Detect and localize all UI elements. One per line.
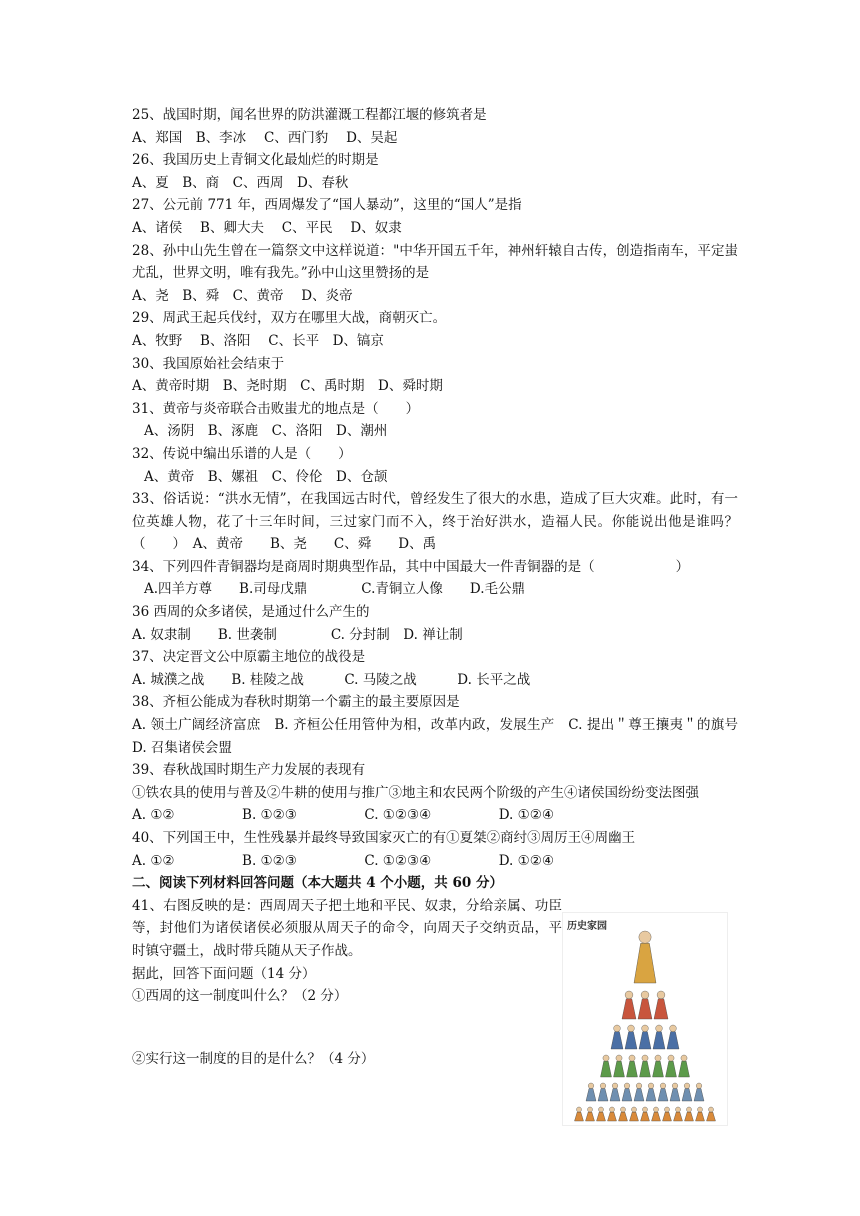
figure-person-scholars <box>640 1055 651 1077</box>
question-39: 39、春秋战国时期生产力发展的表现有 <box>132 762 366 779</box>
figure-person-ministers <box>639 1025 651 1049</box>
feudal-pyramid-figure <box>562 912 728 1126</box>
figure-person-slaves <box>674 1107 683 1121</box>
options-40: A. ①② B. ①②③ C. ①②③④ D. ①②④ <box>132 852 554 869</box>
figure-person-commoners <box>586 1083 596 1101</box>
figure-person-ministers <box>667 1025 679 1049</box>
figure-person-commoners <box>634 1083 644 1101</box>
figure-title: 历史家园 <box>567 921 607 932</box>
options-25: A、郑国 B、李冰 C、西门豹 D、吴起 <box>132 129 398 146</box>
figure-person-slaves <box>575 1107 584 1121</box>
figure-person-commoners <box>598 1083 608 1101</box>
figure-person-ministers <box>653 1025 665 1049</box>
figure-person-slaves <box>652 1107 661 1121</box>
figure-person-commoners <box>610 1083 620 1101</box>
question-28: 28、孙中山先生曾在一篇祭文中这样说道："中华开国五千年，神州轩辕自古传，创造指南车，平定蚩尤乱，世界文明，唯有我先。”孙中山这里赞扬的是 <box>132 242 738 282</box>
figure-person-slaves <box>707 1107 716 1121</box>
options-37: A. 城濮之战 B. 桂陵之战 C. 马陵之战 D. 长平之战 <box>132 671 531 688</box>
question-26: 26、我国历史上青铜文化最灿烂的时期是 <box>132 152 379 169</box>
question-40: 40、下列国王中，生性残暴并最终导致国家灭亡的有①夏桀②商纣③周厉王④周幽王 <box>132 830 636 846</box>
figure-person-commoners <box>694 1083 704 1101</box>
figure-person-scholars <box>614 1055 625 1077</box>
figure-person-commoners <box>646 1083 656 1101</box>
figure-person-slaves <box>619 1107 628 1121</box>
figure-person-commoners <box>622 1083 632 1101</box>
figure-person-commoners <box>658 1083 668 1101</box>
figure-person-scholars <box>627 1055 638 1077</box>
question-32: 32、传说中编出乐谱的人是（ ） <box>132 445 352 462</box>
question-36: 36 西周的众多诸侯，是通过什么产生的 <box>132 604 370 621</box>
question-34: 34、下列四件青铜器均是商周时期典型作品，其中中国最大一件青铜器的是（ ） <box>132 558 690 575</box>
options-26: A、夏 B、商 C、西周 D、春秋 <box>132 174 349 191</box>
figure-person-nobles <box>622 991 636 1019</box>
question-27: 27、公元前 771 年，西周爆发了“国人暴动”，这里的“国人”是指 <box>132 197 522 214</box>
figure-person-slaves <box>641 1107 650 1121</box>
figure-person-scholars <box>666 1055 677 1077</box>
options-39: A. ①② B. ①②③ C. ①②③④ D. ①②④ <box>132 807 554 824</box>
figure-person-slaves <box>685 1107 694 1121</box>
pyramid-graphic <box>563 913 727 1125</box>
options-36: A. 奴隶制 B. 世袭制 C. 分封制 D. 禅让制 <box>132 626 463 643</box>
question-25: 25、战国时期，闻名世界的防洪灌溉工程都江堰的修筑者是 <box>132 107 487 123</box>
figure-person-slaves <box>597 1107 606 1121</box>
options-28: A、尧 B、舜 C、黄帝 D、炎帝 <box>132 287 353 304</box>
question-41-sub2: ②实行这一制度的目的是什么？（4 分） <box>132 1050 375 1067</box>
section-two-heading: 二、阅读下列材料回答问题（本大题共 4 个小题，共 60 分） <box>132 875 503 892</box>
options-29: A、牧野 B、洛阳 C、长平 D、镐京 <box>132 332 384 349</box>
figure-person-nobles <box>638 991 652 1019</box>
figure-person-commoners <box>682 1083 692 1101</box>
options-30: A、黄帝时期 B、尧时期 C、禹时期 D、舜时期 <box>132 378 443 395</box>
question-33: 33、俗话说：“洪水无情”，在我国远古时代，曾经发生了很大的水患，造成了巨大灾难。此时，有一位英雄人物，花了十三年时间，三过家门而不入，终于治好洪水，造福人民。你能说出他是谁吗？（ ） A、黄帝 B、尧 C、舜 D、禹 <box>132 491 738 553</box>
figure-person-nobles <box>654 991 668 1019</box>
question-37: 37、决定晋文公中原霸主地位的战役是 <box>132 649 366 666</box>
figure-person-slaves <box>696 1107 705 1121</box>
statements-39: ①铁农具的使用与普及②牛耕的使用与推广③地主和农民两个阶级的产生④诸侯国纷纷变法图强 <box>132 784 699 801</box>
figure-person-king <box>634 931 656 983</box>
figure-person-slaves <box>586 1107 595 1121</box>
figure-person-ministers <box>625 1025 637 1049</box>
figure-person-scholars <box>653 1055 664 1077</box>
question-41-prompt: 据此，回答下面问题（14 分） <box>132 965 316 982</box>
figure-person-slaves <box>663 1107 672 1121</box>
figure-person-ministers <box>611 1025 623 1049</box>
options-31: A、汤阴 B、涿鹿 C、洛阳 D、潮州 <box>144 423 388 440</box>
figure-person-commoners <box>670 1083 680 1101</box>
figure-person-scholars <box>679 1055 690 1077</box>
question-31: 31、黄帝与炎帝联合击败蚩尤的地点是（ ） <box>132 400 420 417</box>
figure-person-scholars <box>601 1055 612 1077</box>
figure-person-slaves <box>608 1107 617 1121</box>
options-38: A. 领土广阔经济富庶 B. 齐桓公任用管仲为相，改革内政，发展生产 C. 提出＂尊王攘夷＂的旗号 D. 召集诸侯会盟 <box>132 717 752 756</box>
options-27: A、诸侯 B、卿大夫 C、平民 D、奴隶 <box>132 219 402 236</box>
options-34: A.四羊方尊 B.司母戊鼎 C.青铜立人像 D.毛公鼎 <box>144 581 526 598</box>
question-30: 30、我国原始社会结束于 <box>132 355 285 372</box>
options-32: A、黄帝 B、嫘祖 C、伶伦 D、仓颉 <box>144 468 388 485</box>
question-41-material: 41、右图反映的是：西周周天子把土地和平民、奴隶，分给亲属、功臣等，封他们为诸侯诸侯必须服从周天子的命令，向周天子交纳贡品，平时镇守疆土，战时带兵随从天子作战。 <box>132 897 562 959</box>
question-29: 29、周武王起兵伐纣，双方在哪里大战，商朝灭亡。 <box>132 310 447 327</box>
question-38: 38、齐桓公能成为春秋时期第一个霸主的最主要原因是 <box>132 694 460 711</box>
figure-person-slaves <box>630 1107 639 1121</box>
question-41-sub1: ①西周的这一制度叫什么？（2 分） <box>132 988 348 1005</box>
